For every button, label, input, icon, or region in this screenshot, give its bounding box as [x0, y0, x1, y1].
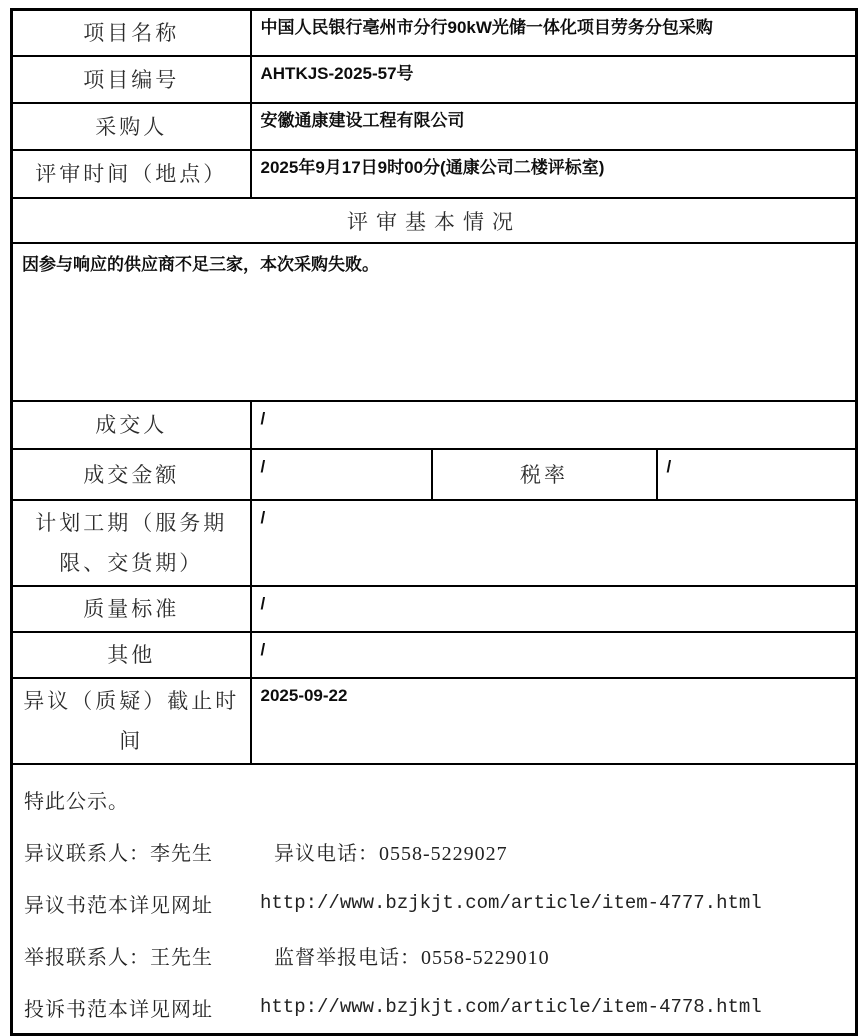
table-row [12, 401, 857, 449]
complaint-template-url: http://www.bzjkjt.com/article/item-4778.html [260, 996, 762, 1018]
review-time-label: 评审时间（地点） [12, 150, 251, 198]
objection-template-line [24, 877, 843, 929]
project-number-label: 项目编号 [12, 56, 251, 103]
review-time-value: 2025年9月17日9时00分(通康公司二楼评标室) [251, 150, 857, 198]
table-row [12, 103, 857, 150]
other-value: / [251, 632, 857, 678]
table-row [12, 150, 857, 198]
table-row [12, 632, 857, 678]
objection-contact-line [24, 825, 843, 877]
purchaser-label: 采购人 [12, 103, 251, 150]
report-phone: 监督举报电话：0558-5229010 [274, 946, 550, 969]
notice-text: 特此公示。 [24, 790, 129, 813]
winner-value: / [251, 401, 857, 449]
purchaser-value: 安徽通康建设工程有限公司 [251, 103, 857, 150]
project-number-value: AHTKJS-2025-57号 [251, 56, 857, 103]
amount-row [12, 449, 857, 500]
tax-rate-label: 税率 [432, 449, 657, 500]
review-announcement-table [10, 8, 858, 1036]
footer-row [12, 764, 857, 1035]
quality-standard-value: / [251, 586, 857, 632]
objection-template-url: http://www.bzjkjt.com/article/item-4777.html [260, 892, 762, 914]
winner-label: 成交人 [12, 401, 251, 449]
table-row [12, 56, 857, 103]
objection-deadline-label: 异议（质疑）截止时间 [12, 678, 251, 764]
section-header: 评审基本情况 [12, 198, 857, 243]
review-note-row [12, 243, 857, 401]
other-label: 其他 [12, 632, 251, 678]
review-note: 因参与响应的供应商不足三家，本次采购失败。 [12, 243, 857, 401]
footer-block [12, 764, 857, 1035]
complaint-template-label: 投诉书范本详见网址 [24, 998, 213, 1021]
objection-phone: 异议电话：0558-5229027 [274, 842, 508, 865]
project-name-value: 中国人民银行亳州市分行90kW光储一体化项目劳务分包采购 [251, 10, 857, 57]
amount-value: / [251, 449, 432, 500]
tax-rate-value: / [657, 449, 857, 500]
report-contact-line [24, 929, 843, 981]
notice-line [24, 773, 843, 825]
objection-contact-label: 异议联系人：李先生 [24, 842, 213, 865]
complaint-template-line [24, 981, 843, 1033]
table-row [12, 678, 857, 764]
project-name-label: 项目名称 [12, 10, 251, 57]
schedule-label: 计划工期（服务期限、交货期） [12, 500, 251, 586]
table-row [12, 10, 857, 57]
quality-standard-label: 质量标准 [12, 586, 251, 632]
table-row [12, 586, 857, 632]
amount-label: 成交金额 [12, 449, 251, 500]
objection-deadline-value: 2025-09-22 [251, 678, 857, 764]
schedule-value: / [251, 500, 857, 586]
section-header-row [12, 198, 857, 243]
objection-template-label: 异议书范本详见网址 [24, 894, 213, 917]
table-row [12, 500, 857, 586]
report-contact-label: 举报联系人：王先生 [24, 946, 213, 969]
